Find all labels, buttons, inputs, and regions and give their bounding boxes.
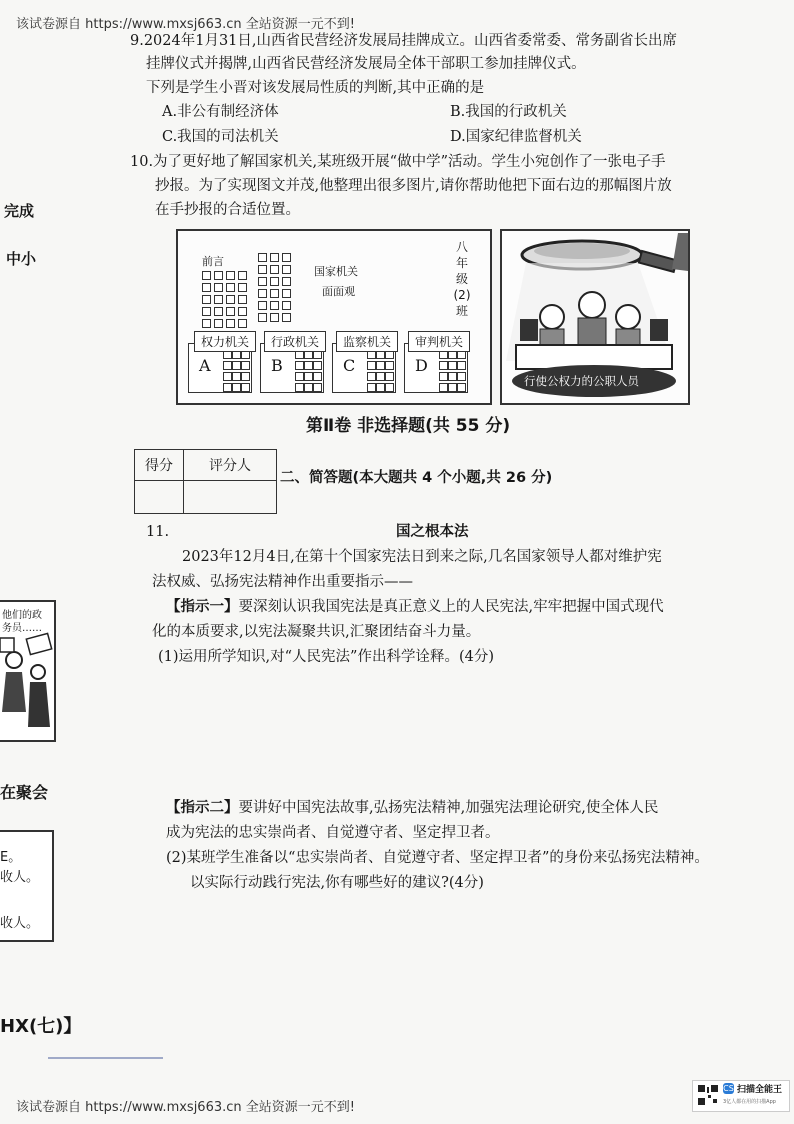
cs-logo-icon: CS bbox=[723, 1084, 734, 1093]
cartoon-fragment-text: 他们的政 bbox=[2, 610, 42, 621]
tab-judicial-organ: 审判机关 bbox=[408, 331, 470, 352]
q11-title: 国之根本法 bbox=[396, 524, 469, 540]
section-title: 二、简答题(本大题共 4 个小题,共 26 分) bbox=[280, 470, 553, 486]
q9-stem: 下列是学生小晋对该发展局性质的判断,其中正确的是 bbox=[146, 80, 485, 96]
watermark-top: 该试卷源自 https://www.mxsj663.cn 全站资源一元不到! bbox=[16, 17, 355, 32]
scanner-subtext: 3亿人都在用的扫描App bbox=[723, 1099, 776, 1105]
hint2-text: 要讲好中国宪法故事,弘扬宪法精神,加强宪法理论研究,使全体人民 bbox=[238, 800, 659, 816]
tab-administrative-organ: 行政机关 bbox=[264, 331, 326, 352]
crowd-drawing bbox=[0, 632, 54, 740]
margin-box bbox=[0, 830, 54, 942]
handout-poster bbox=[176, 229, 492, 405]
poster-class-label: 八 年 级 (2) 班 bbox=[453, 240, 471, 318]
q11-paragraph: 2023年12月4日,在第十个国家宪法日到来之际,几名国家领导人都对维护宪 bbox=[182, 549, 662, 565]
poster-text-block bbox=[202, 271, 247, 340]
tab-legislative-organ: 权力机关 bbox=[194, 331, 256, 352]
q11-hint2 bbox=[166, 797, 658, 819]
hint2-tag: 【指示二】 bbox=[166, 800, 239, 816]
q9-option-c: C.我国的司法机关 bbox=[162, 129, 279, 145]
q11-paragraph: 法权威、弘扬宪法精神作出重要指示—— bbox=[152, 574, 413, 590]
qr-code-icon bbox=[697, 1084, 719, 1106]
poster-slot-d: D bbox=[404, 343, 468, 393]
margin-fragment: 收人。 bbox=[0, 870, 40, 885]
cartoon-caption: 行使公权力的公职人员 bbox=[524, 374, 639, 388]
q11-subquestion-2: (2)某班学生准备以“忠实崇尚者、自觉遵守者、坚定捍卫者”的身份来弘扬宪法精神。 bbox=[166, 850, 709, 866]
score-cell bbox=[135, 481, 184, 514]
margin-fragment: 中小 bbox=[6, 250, 37, 268]
q10-stem: 在手抄报的合适位置。 bbox=[155, 202, 300, 218]
q9-stem: 9.2024年1月31日,山西省民营经济发展局挂牌成立。山西省委常委、常务副省长出席 bbox=[130, 33, 678, 49]
q9-stem: 挂牌仪式并揭牌,山西省民营经济发展局全体干部职工参加挂牌仪式。 bbox=[146, 56, 586, 72]
cartoon-picture bbox=[500, 229, 690, 405]
poster-text-block bbox=[258, 253, 291, 322]
grader-label: 评分人 bbox=[184, 450, 277, 481]
score-table bbox=[134, 449, 277, 514]
q11-subquestion-2: 以实际行动践行宪法,你有哪些好的建议?(4分) bbox=[190, 875, 484, 891]
margin-fragment: E。 bbox=[0, 850, 22, 865]
part2-header: 第Ⅱ卷 非选择题(共 55 分) bbox=[306, 416, 511, 436]
poster-slot-c: C bbox=[332, 343, 396, 393]
q9-option-a: A.非公有制经济体 bbox=[162, 104, 279, 120]
margin-fragment: 完成 bbox=[4, 202, 35, 220]
poster-slot-a: A bbox=[188, 343, 252, 393]
q10-stem: 10.为了更好地了解国家机关,某班级开展“做中学”活动。学生小宛创作了一张电子手 bbox=[130, 154, 666, 170]
divider bbox=[48, 1057, 163, 1059]
poster-preface: 前言 bbox=[202, 255, 224, 268]
scanner-label: 扫描全能王 bbox=[737, 1085, 783, 1095]
q9-option-b: B.我国的行政机关 bbox=[450, 104, 567, 120]
score-label: 得分 bbox=[135, 450, 184, 481]
grader-cell bbox=[184, 481, 277, 514]
q11-number: 11. bbox=[146, 524, 170, 540]
margin-fragment: 收人。 bbox=[0, 916, 40, 931]
watermark-bottom: 该试卷源自 https://www.mxsj663.cn 全站资源一元不到! bbox=[16, 1100, 355, 1115]
hint1-text: 要深刻认识我国宪法是真正意义上的人民宪法,牢牢把握中国式现代 bbox=[238, 599, 664, 615]
poster-title: 面面观 bbox=[322, 285, 355, 298]
q11-hint2: 成为宪法的忠实崇尚者、自觉遵守者、坚定捍卫者。 bbox=[166, 825, 500, 841]
footer-fragment: HX(七)】 bbox=[0, 1016, 82, 1037]
q11-hint1: 化的本质要求,以宪法凝聚共识,汇聚团结奋斗力量。 bbox=[152, 624, 481, 640]
poster-slot-b: B bbox=[260, 343, 324, 393]
scanner-badge bbox=[692, 1080, 790, 1112]
q11-hint1 bbox=[166, 596, 664, 618]
poster-title: 国家机关 bbox=[314, 265, 358, 278]
q11-subquestion-1: (1)运用所学知识,对“人民宪法”作出科学诠释。(4分) bbox=[158, 649, 495, 665]
tab-supervisory-organ: 监察机关 bbox=[336, 331, 398, 352]
margin-fragment: 在聚会 bbox=[0, 783, 49, 802]
hint1-tag: 【指示一】 bbox=[166, 599, 239, 615]
cartoon-fragment-text: 务员…… bbox=[2, 623, 42, 634]
q9-option-d: D.国家纪律监督机关 bbox=[450, 129, 582, 145]
q10-stem: 抄报。为了实现图文并茂,他整理出很多图片,请你帮助他把下面右边的那幅图片放 bbox=[155, 178, 672, 194]
margin-cartoon bbox=[0, 600, 56, 742]
